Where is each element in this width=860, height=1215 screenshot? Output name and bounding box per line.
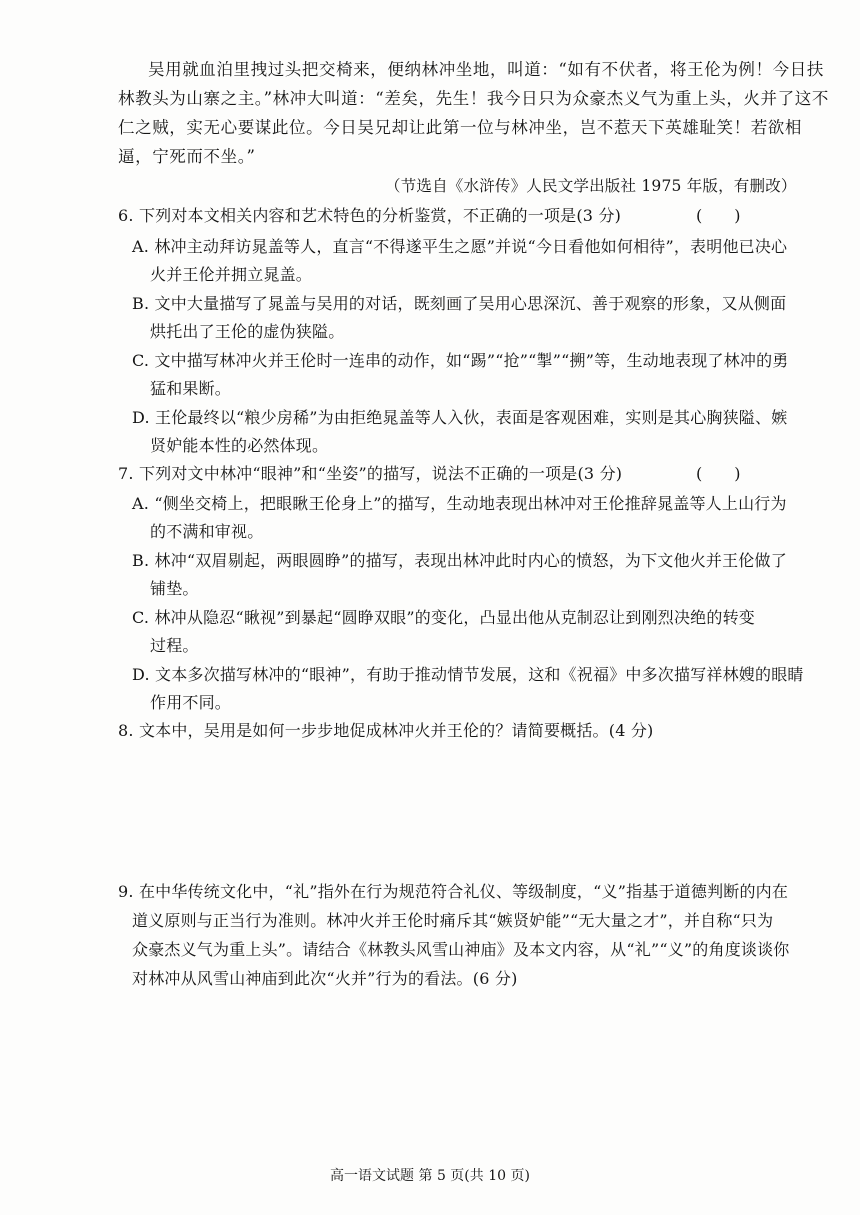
question-8-answer-area[interactable] — [118, 748, 738, 868]
question-9-line-1: 9. 在中华传统文化中，“礼”指外在行为规范符合礼仪、等级制度，“义”指基于道德判断的内在 — [118, 882, 789, 901]
question-9-answer-area[interactable] — [118, 1000, 738, 1150]
question-7-option-c-line-1: C. 林冲从隐忍“瞅视”到暴起“圆睁双眼”的变化，凸显出他从克制忍让到刚烈决绝的转变 — [132, 608, 755, 627]
question-9-line-4: 对林冲从风雪山神庙到此次“火并”行为的看法。(6 分) — [132, 969, 518, 988]
question-6-option-d-line-2: 贤妒能本性的必然体现。 — [150, 436, 329, 455]
question-6-option-d-line-1: D. 王伦最终以“粮少房稀”为由拒绝晁盖等人入伙，表面是客观困难，实则是其心胸狭隘、嫉 — [132, 408, 788, 427]
passage-source: （节选自《水浒传》人民文学出版社 1975 年版，有删改） — [385, 177, 797, 195]
question-7-stem: 7. 下列对文中林冲“眼神”和“坐姿”的描写，说法不正确的一项是(3 分) — [118, 464, 623, 483]
question-7-option-b-line-1: B. 林冲“双眉剔起，两眼圆睁”的描写，表现出林冲此时内心的愤怒，为下文他火并王伦做了 — [132, 551, 787, 570]
question-6-answer-blank[interactable]: ( ) — [696, 206, 741, 225]
question-7-option-d-line-2: 作用不同。 — [150, 693, 232, 712]
passage-line-4: 逼，宁死而不坐。” — [118, 147, 256, 166]
passage-line-2: 林教头为山寨之主。”林冲大叫道：“差矣，先生！我今日只为众豪杰义气为重上头，火并了这不 — [118, 89, 829, 108]
question-9-line-2: 道义原则与正当行为准则。林冲火并王伦时痛斥其“嫉贤妒能”“无大量之才”，并自称“只为 — [132, 911, 774, 930]
question-6-option-a-line-1: A. 林冲主动拜访晁盖等人，直言“不得遂平生之愿”并说“今日看他如何相待”，表明他已决心 — [132, 237, 788, 256]
page-footer: 高一语文试题 第 5 页(共 10 页) — [330, 1168, 530, 1184]
question-7-option-c-line-2: 过程。 — [150, 636, 199, 655]
question-6-option-c-line-2: 猛和果断。 — [150, 379, 232, 398]
question-7-option-a-line-2: 的不满和审视。 — [150, 522, 264, 541]
question-6-option-b-line-1: B. 文中大量描写了晁盖与吴用的对话，既刻画了吴用心思深沉、善于观察的形象，又从侧面 — [132, 294, 787, 313]
passage-line-3: 仁之贼，实无心要谋此位。今日吴兄却让此第一位与林冲坐，岂不惹天下英雄耻笑！若欲相 — [118, 118, 802, 137]
question-6-option-c-line-1: C. 文中描写林冲火并王伦时一连串的动作，如“踢”“抢”“掣”“搠”等，生动地表现了林冲的勇 — [132, 351, 789, 370]
question-6-stem: 6. 下列对本文相关内容和艺术特色的分析鉴赏，不正确的一项是(3 分) — [118, 206, 622, 225]
question-8-stem: 8. 文本中，吴用是如何一步步地促成林冲火并王伦的？请简要概括。(4 分) — [118, 721, 654, 740]
question-6-option-a-line-2: 火并王伦并拥立晁盖。 — [150, 265, 313, 284]
question-7-option-b-line-2: 铺垫。 — [150, 579, 199, 598]
question-9-line-3: 众豪杰义气为重上头”。请结合《林教头风雪山神庙》及本文内容，从“礼”“义”的角度谈谈你 — [132, 940, 790, 959]
question-7-option-a-line-1: A. “侧坐交椅上，把眼瞅王伦身上”的描写，生动地表现出林冲对王伦推辞晁盖等人上山行为 — [132, 494, 787, 513]
question-6-option-b-line-2: 烘托出了王伦的虚伪狭隘。 — [150, 322, 345, 341]
passage-line-1: 吴用就血泊里拽过头把交椅来，便纳林冲坐地，叫道：“如有不伏者，将王伦为例！今日扶 — [148, 60, 824, 79]
question-7-option-d-line-1: D. 文本多次描写林冲的“眼神”，有助于推动情节发展，这和《祝福》中多次描写祥林嫂的眼睛 — [132, 665, 804, 684]
question-7-answer-blank[interactable]: ( ) — [696, 464, 741, 483]
